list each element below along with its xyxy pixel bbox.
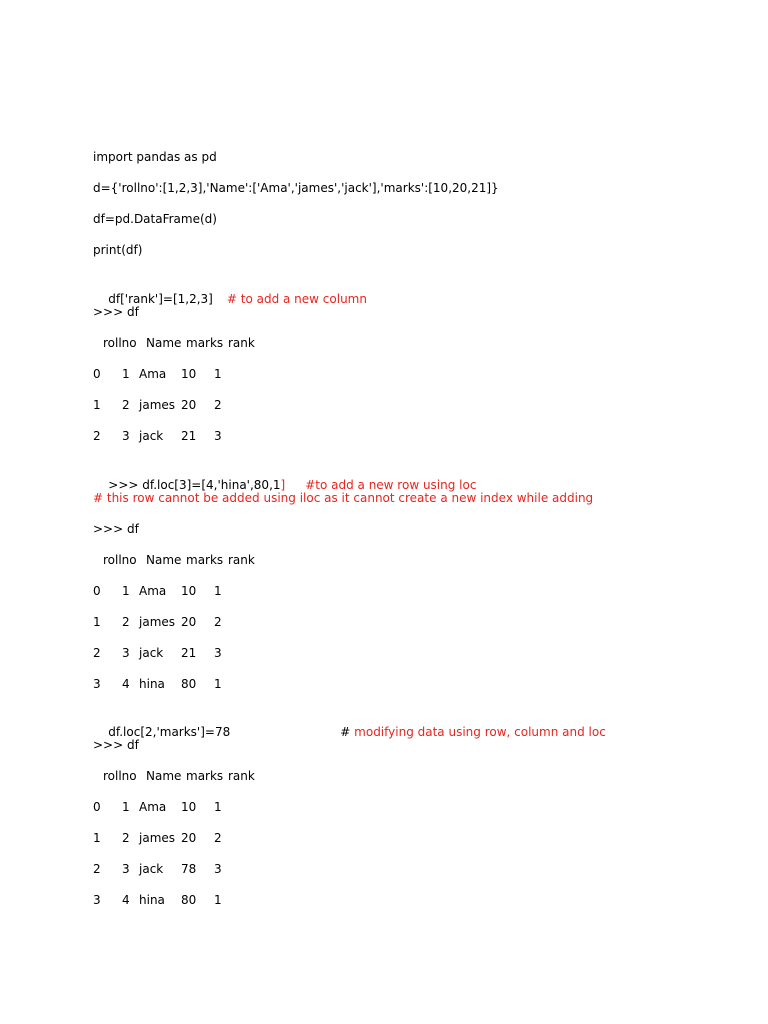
code-modify-line	[93, 705, 231, 739]
column-header-marks: marks	[186, 553, 224, 567]
table-cell: 1	[122, 367, 130, 381]
column-header-name: Name	[146, 553, 182, 567]
table-cell: 1	[214, 800, 222, 814]
code-dict-line: d={'rollno':[1,2,3],'Name':['Ama','james','jack'],'marks':[10,20,21]}	[93, 181, 499, 195]
table-cell: 1	[122, 800, 130, 814]
table-cell: 78	[181, 862, 197, 876]
rank-code: df['rank']=[1,2,3]	[108, 292, 213, 306]
table-cell: 10	[181, 584, 197, 598]
modify-comment-line	[325, 705, 606, 739]
column-header-name: Name	[146, 336, 182, 350]
table-cell: 10	[181, 367, 197, 381]
row-index: 3	[93, 677, 101, 691]
table-cell: 1	[214, 893, 222, 907]
column-header-rank: rank	[228, 769, 255, 783]
code-dataframe-line: df=pd.DataFrame(d)	[93, 212, 217, 226]
table-cell: 2	[122, 831, 130, 845]
row-index: 0	[93, 367, 101, 381]
row-index: 1	[93, 615, 101, 629]
code-print-line: print(df)	[93, 243, 143, 257]
modify-code: df.loc[2,'marks']=78	[108, 725, 231, 739]
table-cell: 20	[181, 398, 197, 412]
loc-comment: #to add a new row using loc	[305, 478, 477, 492]
column-header-rollno: rollno	[103, 553, 137, 567]
row-index: 3	[93, 893, 101, 907]
table-cell: 4	[122, 893, 130, 907]
table-cell: 1	[214, 367, 222, 381]
table-cell: 3	[122, 646, 130, 660]
column-header-rollno: rollno	[103, 769, 137, 783]
table-cell: 2	[214, 831, 222, 845]
table-cell: Ama	[139, 367, 167, 381]
rank-comment: # to add a new column	[226, 292, 367, 306]
table-cell: james	[139, 831, 176, 845]
row-index: 1	[93, 398, 101, 412]
table-cell: hina	[139, 893, 165, 907]
code-rank-line	[93, 272, 367, 306]
loc-code: >>> df.loc[3]=[4,'hina',80,1	[108, 478, 281, 492]
table-cell: 4	[122, 677, 130, 691]
column-header-rollno: rollno	[103, 336, 137, 350]
column-header-rank: rank	[228, 553, 255, 567]
table-cell: 3	[122, 862, 130, 876]
table-cell: jack	[139, 429, 164, 443]
table-cell: 3	[214, 862, 222, 876]
table-cell: 21	[181, 646, 197, 660]
table-cell: jack	[139, 862, 164, 876]
table-cell: Ama	[139, 584, 167, 598]
code-loc-line	[93, 458, 477, 492]
column-header-marks: marks	[186, 336, 224, 350]
loc-bracket: ]	[280, 478, 286, 492]
modify-comment: modifying data using row, column and loc	[354, 725, 606, 739]
table-cell: 2	[214, 615, 222, 629]
row-index: 2	[93, 862, 101, 876]
row-index: 1	[93, 831, 101, 845]
code-import-line: import pandas as pd	[93, 150, 217, 164]
table-cell: 2	[214, 398, 222, 412]
table-cell: 80	[181, 677, 197, 691]
table-cell: 1	[214, 584, 222, 598]
row-index: 0	[93, 584, 101, 598]
table-cell: 10	[181, 800, 197, 814]
prompt-line-3: >>> df	[93, 738, 139, 752]
table-cell: hina	[139, 677, 165, 691]
row-index: 2	[93, 646, 101, 660]
table-cell: 3	[122, 429, 130, 443]
table-cell: 20	[181, 615, 197, 629]
table-cell: james	[139, 615, 176, 629]
prompt-line-1: >>> df	[93, 305, 139, 319]
table-cell: 3	[214, 646, 222, 660]
table-cell: 20	[181, 831, 197, 845]
modify-hash: #	[340, 725, 351, 739]
iloc-comment-line: # this row cannot be added using iloc as it cannot create a new index while adding	[93, 491, 594, 505]
table-cell: 1	[214, 677, 222, 691]
table-cell: 1	[122, 584, 130, 598]
table-cell: 2	[122, 615, 130, 629]
table-cell: Ama	[139, 800, 167, 814]
column-header-name: Name	[146, 769, 182, 783]
column-header-rank: rank	[228, 336, 255, 350]
table-cell: 80	[181, 893, 197, 907]
prompt-line-2: >>> df	[93, 522, 139, 536]
column-header-marks: marks	[186, 769, 224, 783]
table-cell: james	[139, 398, 176, 412]
table-cell: jack	[139, 646, 164, 660]
row-index: 2	[93, 429, 101, 443]
row-index: 0	[93, 800, 101, 814]
table-cell: 21	[181, 429, 197, 443]
table-cell: 2	[122, 398, 130, 412]
table-cell: 3	[214, 429, 222, 443]
